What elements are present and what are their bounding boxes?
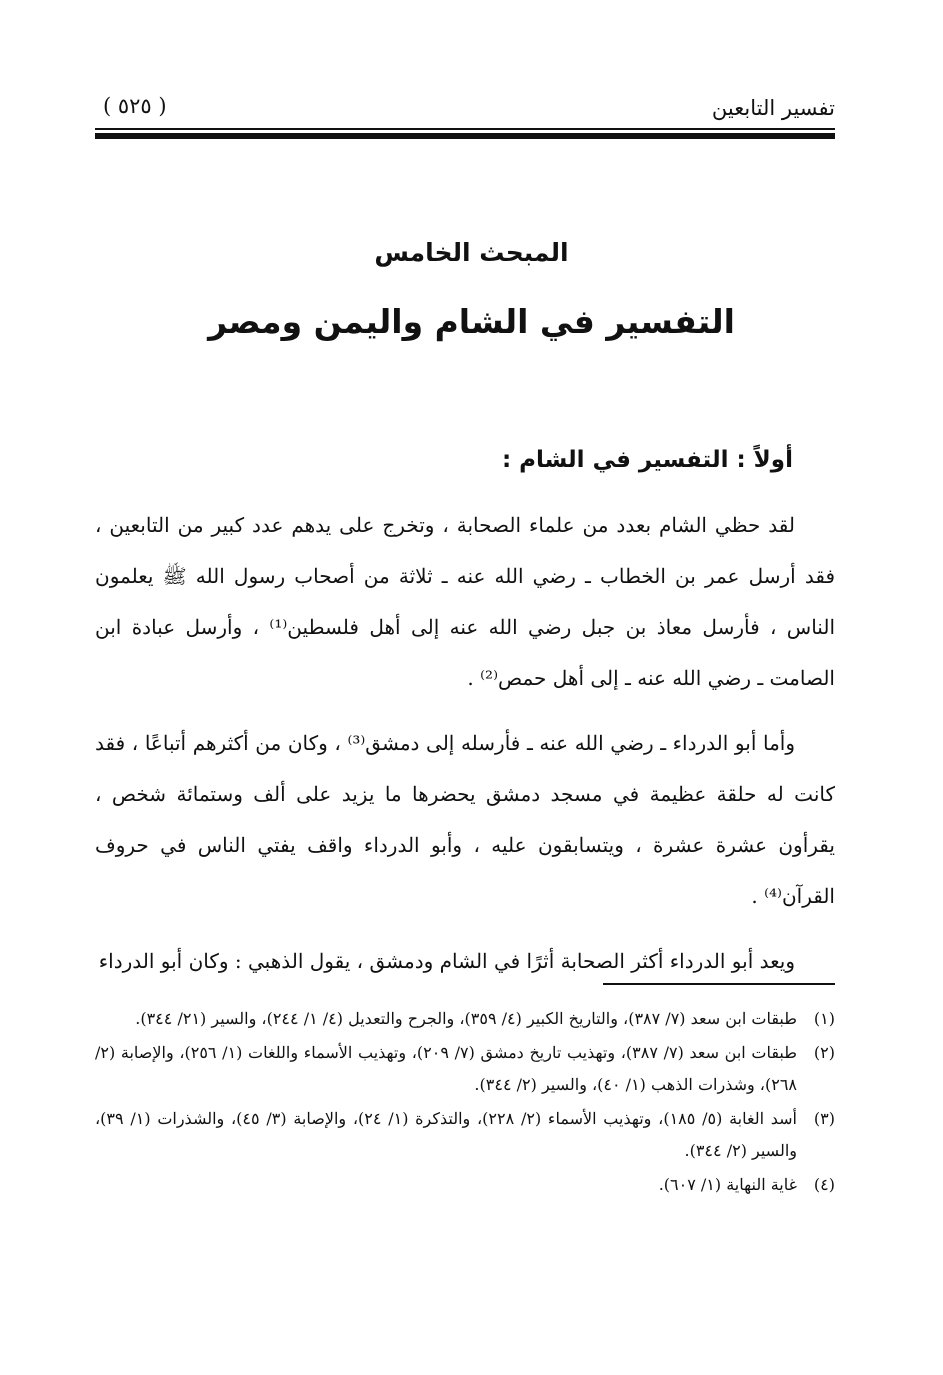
footnote-text: طبقات ابن سعد (٧/ ٣٨٧)، والتاريخ الكبير (٤/ ٣٥٩)، والجرح والتعديل (٤/ ١/ ٢٤٤)، والسير (٢١/ ٣٤٤). [135, 1009, 797, 1028]
footnote-text: غاية النهاية (١/ ٦٠٧). [658, 1175, 797, 1194]
paragraph: ويعد أبو الدرداء أكثر الصحابة أثرًا في الشام ودمشق ، يقول الذهبي : وكان أبو الدرداء [98, 949, 795, 973]
paragraph: لقد حظي الشام بعدد من علماء الصحابة ، وتخرج على يدهم عدد كبير من التابعين ، فقد أرسل عمر بن الخطاب ـ رضي الله عنه ـ ثلاثة من أصحاب رسول الله ﷺ يعلمون الناس ، فأرسل معاذ بن جبل رضي الله عنه إلى أهل فلسطين⁽¹⁾ ، وأرسل عبادة ابن الصامت ـ رضي الله عنه ـ إلى أهل حمص⁽²⁾ . [95, 513, 835, 690]
footnote-number: (١) [813, 1009, 835, 1028]
footnote-number: (٤) [813, 1175, 835, 1194]
footnote [95, 1169, 835, 1201]
footnote-number: (٢) [813, 1043, 835, 1062]
footnote-number: (٣) [813, 1109, 835, 1128]
page-number: ( ٥٢٥ ) [103, 94, 167, 118]
footnote-text: طبقات ابن سعد (٧/ ٣٨٧)، وتهذيب تاريخ دمشق (٧/ ٢٠٩)، وتهذيب الأسماء واللغات (١/ ٢٥٦)، والإصابة (٢/ ٢٦٨)، وشذرات الذهب (١/ ٤٠)، والسير (٢/ ٣٤٤). [95, 1043, 797, 1094]
footnote-text: أسد الغابة (٥/ ١٨٥)، وتهذيب الأسماء (٢/ ٢٢٨)، والتذكرة (١/ ٢٤)، والإصابة (٣/ ٤٥)، والشذرات (١/ ٣٩)، والسير (٢/ ٣٤٤). [95, 1109, 797, 1160]
header-rule-thin [95, 128, 835, 130]
running-header [95, 92, 835, 126]
paragraph: وأما أبو الدرداء ـ رضي الله عنه ـ فأرسله إلى دمشق⁽³⁾ ، وكان من أكثرهم أتباعًا ، فقد كانت له حلقة عظيمة في مسجد دمشق يحضرها ما يزيد على ألف وستمائة شخص ، يقرأون عشرة عشرة ، ويتسابقون عليه ، وأبو الدرداء واقف يفتي الناس في حروف القرآن⁽⁴⁾ . [95, 731, 835, 908]
footnote [95, 1037, 835, 1101]
footnote [95, 1003, 835, 1035]
section-label: المبحث الخامس [374, 238, 569, 267]
subheading: أولاً : التفسير في الشام : [501, 447, 793, 473]
body-text [95, 500, 835, 1001]
footnote [95, 1103, 835, 1167]
header-rule-thick [95, 133, 835, 139]
footnote-separator [603, 983, 835, 985]
running-header-title: تفسير التابعين [711, 96, 835, 120]
footnotes [95, 1003, 835, 1203]
section-title: التفسير في الشام واليمن ومصر [208, 302, 735, 341]
